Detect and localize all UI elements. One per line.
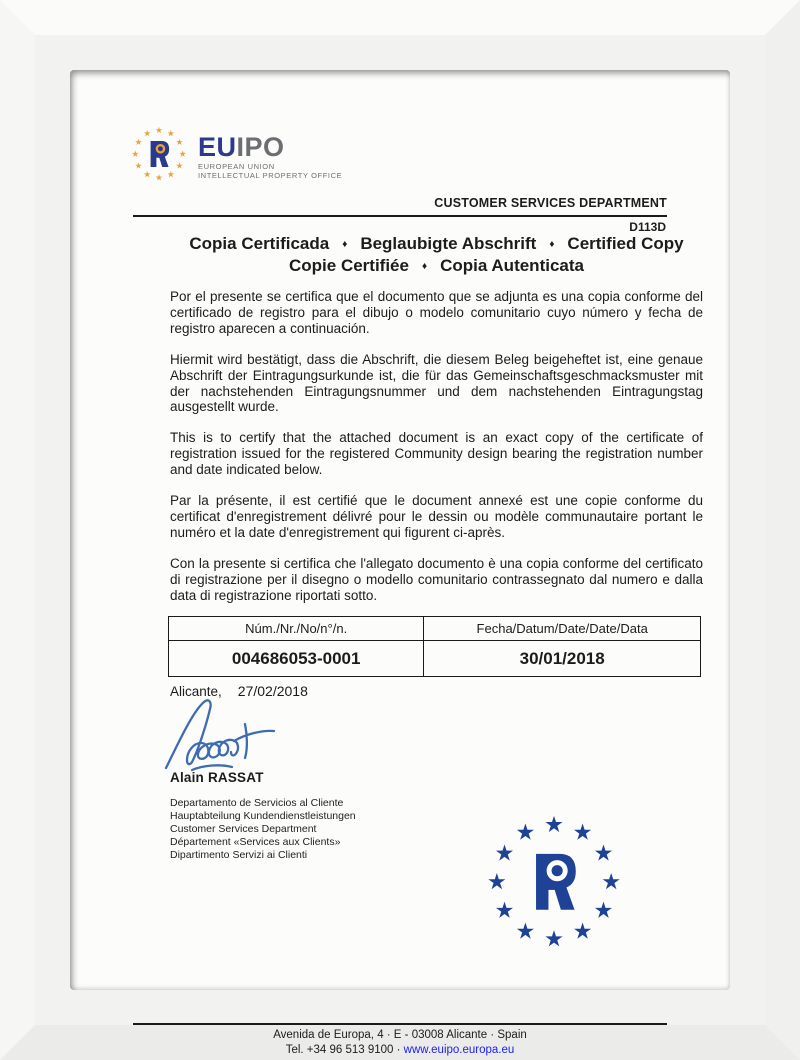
department-heading: CUSTOMER SERVICES DEPARTMENT xyxy=(434,196,667,210)
logo-ipo-text: IPO xyxy=(236,132,285,162)
department-en: Customer Services Department xyxy=(170,823,317,835)
logo-eu-text: EU xyxy=(198,132,237,162)
footer-contact xyxy=(70,1043,730,1058)
seal-r-glyph-icon xyxy=(536,854,576,910)
document-code: D113D xyxy=(629,220,666,234)
registration-table xyxy=(168,616,701,677)
euipo-logo-stars-icon xyxy=(130,125,188,183)
title-line-2: Copie Certifiée ♦ Copia Autenticata xyxy=(289,256,584,275)
department-list xyxy=(170,797,356,862)
euipo-logo xyxy=(130,125,342,183)
diamond-separator-icon: ♦ xyxy=(549,239,555,250)
diamond-separator-icon: ♦ xyxy=(421,261,428,272)
euipo-website-link[interactable]: www.euipo.europa.eu xyxy=(403,1044,515,1056)
logo-tagline-2: INTELLECTUAL PROPERTY OFFICE xyxy=(198,171,343,180)
department-fr: Département «Services aux Clients» xyxy=(170,836,341,848)
paragraph-german: Hiermit wird bestätigt, dass die Abschrift, die diesem Beleg beigeheftet ist, eine genaue Abschrift der Eintragungsurkunde ist, die für das Gemeinschaftsgeschmacksmuster mit der nachstehenden Eintragungsnummer und dem nachstehenden Eintragungstag ausgestellt wurde. xyxy=(170,351,703,415)
r-glyph-icon xyxy=(151,141,170,167)
number-column-header: Núm./Nr./No/n°/n. xyxy=(169,617,424,641)
issue-date: 27/02/2018 xyxy=(237,683,308,699)
diamond-separator-icon: ♦ xyxy=(342,239,348,250)
footer-rule xyxy=(133,1023,667,1025)
registration-number: 004686053-0001 xyxy=(169,641,424,677)
footer-address: Avenida de Europa, 4 · E - 03008 Alicante · Spain xyxy=(273,1029,527,1041)
paragraph-italian: Con la presente si certifica che l'allegato documento è una copia conforme del certificato di registrazione per il disegno o modello comunitario contrassegnato dal numero e dalla data di registrazione riportati sotto. xyxy=(170,555,703,603)
table-value-row xyxy=(169,641,701,677)
footer xyxy=(70,1028,730,1058)
euipo-wordmark xyxy=(198,134,342,180)
department-it: Dipartimento Servizi ai Clienti xyxy=(170,849,308,861)
certification-paragraphs xyxy=(170,289,703,619)
header-rule xyxy=(133,215,667,217)
certificate-page xyxy=(70,70,730,1056)
title-line-1: Copia Certificada ♦ Beglaubigte Abschrift ♦ Certified Copy xyxy=(189,234,684,253)
department-de: Hauptabteilung Kundendienstleistungen xyxy=(170,810,356,822)
logo-tagline-1: EUROPEAN UNION xyxy=(198,162,275,171)
paragraph-spanish: Por el presente se certifica que el documento que se adjunta es una copia conforme del certificado de registro para el dibujo o modelo comunitario cuyo número y fecha de registro aparecen a continuación. xyxy=(170,289,703,336)
paragraph-french: Par la présente, il est certifié que le document annexé est une copie conforme du certificat d'enregistrement délivré pour le dessin ou modèle communautaire portant le numéro et la date d'enregistrement qui figurent ci-après. xyxy=(170,493,703,540)
registration-date: 30/01/2018 xyxy=(424,641,701,677)
footer-tel: Tel. +34 96 513 9100 · xyxy=(285,1044,404,1056)
signer-name: Alain RASSAT xyxy=(170,770,264,785)
certificate-title xyxy=(170,233,703,277)
table-header-row xyxy=(169,617,701,641)
date-column-header: Fecha/Datum/Date/Date/Data xyxy=(424,617,701,641)
department-es: Departamento de Servicios al Cliente xyxy=(170,797,344,809)
place-label: Alicante, xyxy=(170,684,222,699)
paragraph-english: This is to certify that the attached document is an exact copy of the certificate of registration issued for the registered Community design bearing the registration number and date indicated below. xyxy=(170,430,703,478)
rcd-seal-icon xyxy=(485,813,623,951)
